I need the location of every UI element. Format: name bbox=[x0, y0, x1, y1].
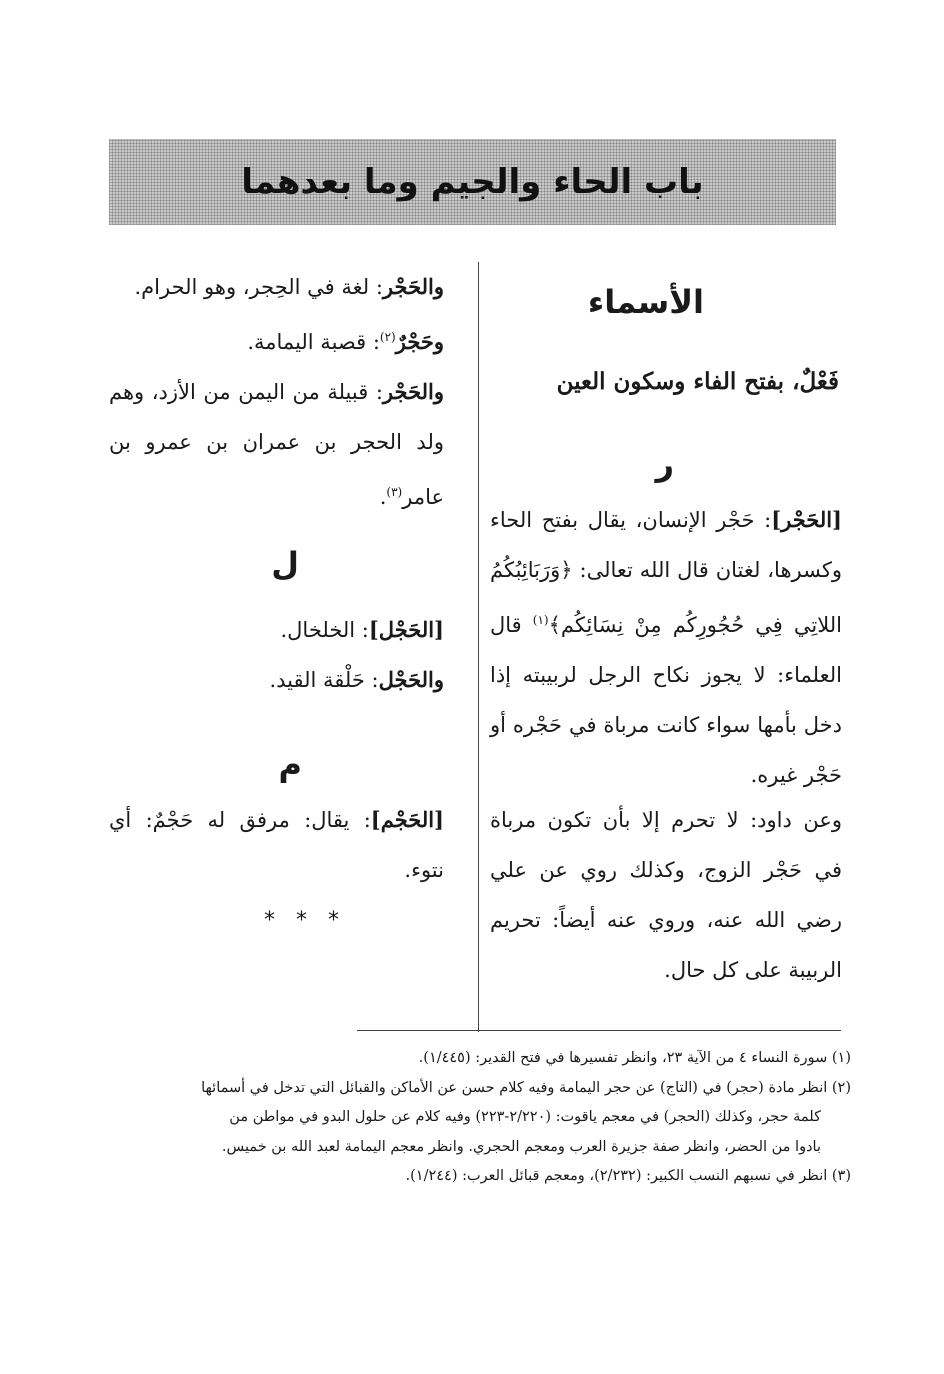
entry-hajr-body bbox=[490, 495, 842, 800]
letter-heading-m: م bbox=[278, 745, 302, 783]
entry-paragraph: وعن داود: لا تحرم إلا بأن تكون مرباة في حَجْر الزوج، وكذلك روي عن علي رضي الله عنه، وروي عنه أيضاً: تحريم الربيبة على كل حال. bbox=[490, 808, 842, 982]
footnotes bbox=[91, 1044, 851, 1192]
entry-text: : لغة في الحِجر، وهو الحرام. bbox=[134, 275, 383, 299]
footnote-1: (١) سورة النساء ٤ من الآية ٢٣، وانظر تفسيرها في فتح القدير: (١/٤٤٥). bbox=[418, 1050, 851, 1066]
entry-text: : قبيلة من اليمن من الأزد، وهم ولد الحجر بن عمران بن عمرو بن عامر bbox=[109, 380, 444, 509]
column-divider bbox=[478, 262, 479, 1032]
entry-text: : يقال: مرفق له حَجْمٌ: أي نتوء. bbox=[109, 808, 444, 882]
chapter-banner bbox=[109, 139, 836, 225]
footnote-3: (٣) انظر في نسبهم النسب الكبير: (٢/٢٣٢)، ومعجم قبائل العرب: (١/٢٤٤). bbox=[405, 1168, 851, 1184]
entry-text: : الخلخال. bbox=[280, 618, 369, 642]
entry-text: قال العلماء: لا يجوز نكاح الرجل لربيبته إذا دخل بأمها سواء كانت مرباة في حَجْره أو حَجْر غيره. bbox=[490, 613, 842, 787]
footnote-ref: (١) bbox=[532, 613, 549, 627]
section-end-stars: * * * bbox=[264, 908, 339, 933]
footnote-ref: (٢) bbox=[379, 330, 396, 344]
entry-headword: وحَجْرٌ bbox=[395, 329, 444, 354]
entry-hajr-paragraph bbox=[490, 495, 842, 800]
footnote-2: (٢) انظر مادة (حجر) في (التاج) عن حجر اليمامة وفيه كلام حسن عن الأماكن والقبائل التي تدخل في أسمائها bbox=[201, 1079, 851, 1096]
entry-daud-body bbox=[490, 795, 842, 995]
left-entries-hajl bbox=[109, 605, 444, 705]
entry-text: : حَجْر الإنسان، يقال بفتح الحاء وكسرها، لغتان قال الله تعالى: ﴿وَرَبَائِبُكُمُ اللاتِي فِي حُجُورِكُم مِنْ نِسَائِكُم﴾ bbox=[490, 508, 842, 637]
entry-headword: والحَجْر bbox=[382, 274, 444, 299]
entry-text: . bbox=[379, 485, 387, 509]
footnote-rule bbox=[357, 1030, 841, 1031]
footnote-2-cont: بادوا من الحضر، وانظر صفة جزيرة العرب ومعجم الحجري. وانظر معجم اليمامة لعبد الله بن خميس. bbox=[221, 1138, 821, 1155]
letter-heading-l: ل bbox=[271, 545, 299, 583]
pattern-heading: فَعْلٌ، بفتح الفاء وسكون العين bbox=[556, 368, 839, 395]
entry-line bbox=[109, 312, 444, 367]
entry-headword: [الحَجْر] bbox=[771, 507, 842, 532]
entry-line bbox=[109, 795, 444, 895]
entry-line bbox=[109, 262, 444, 312]
left-entries-hajm bbox=[109, 795, 444, 895]
entry-headword: [الحَجْل] bbox=[368, 617, 444, 642]
entry-line bbox=[109, 655, 444, 705]
section-heading: الأسماء bbox=[587, 283, 704, 321]
footnote-2-cont: كلمة حجر، وكذلك (الحجر) في معجم ياقوت: (٢/٢٢٠-٢٢٣) وفيه كلام عن حلول البدو في مواطن من bbox=[229, 1109, 821, 1125]
entry-line bbox=[109, 605, 444, 655]
entry-text: : حَلْقة القيد. bbox=[269, 668, 379, 692]
entry-headword: والحَجْر bbox=[382, 379, 444, 404]
entry-text: : قصبة اليمامة. bbox=[247, 330, 380, 354]
left-entries-hajr bbox=[109, 262, 444, 522]
letter-heading-r: ر bbox=[655, 445, 674, 483]
entry-line bbox=[109, 367, 444, 522]
footnote-ref: (٣) bbox=[386, 485, 403, 499]
entry-headword: والحَجْل bbox=[378, 667, 444, 692]
chapter-title: باب الحاء والجيم وما بعدهما bbox=[241, 162, 704, 202]
entry-headword: [الحَجْم] bbox=[370, 807, 444, 832]
